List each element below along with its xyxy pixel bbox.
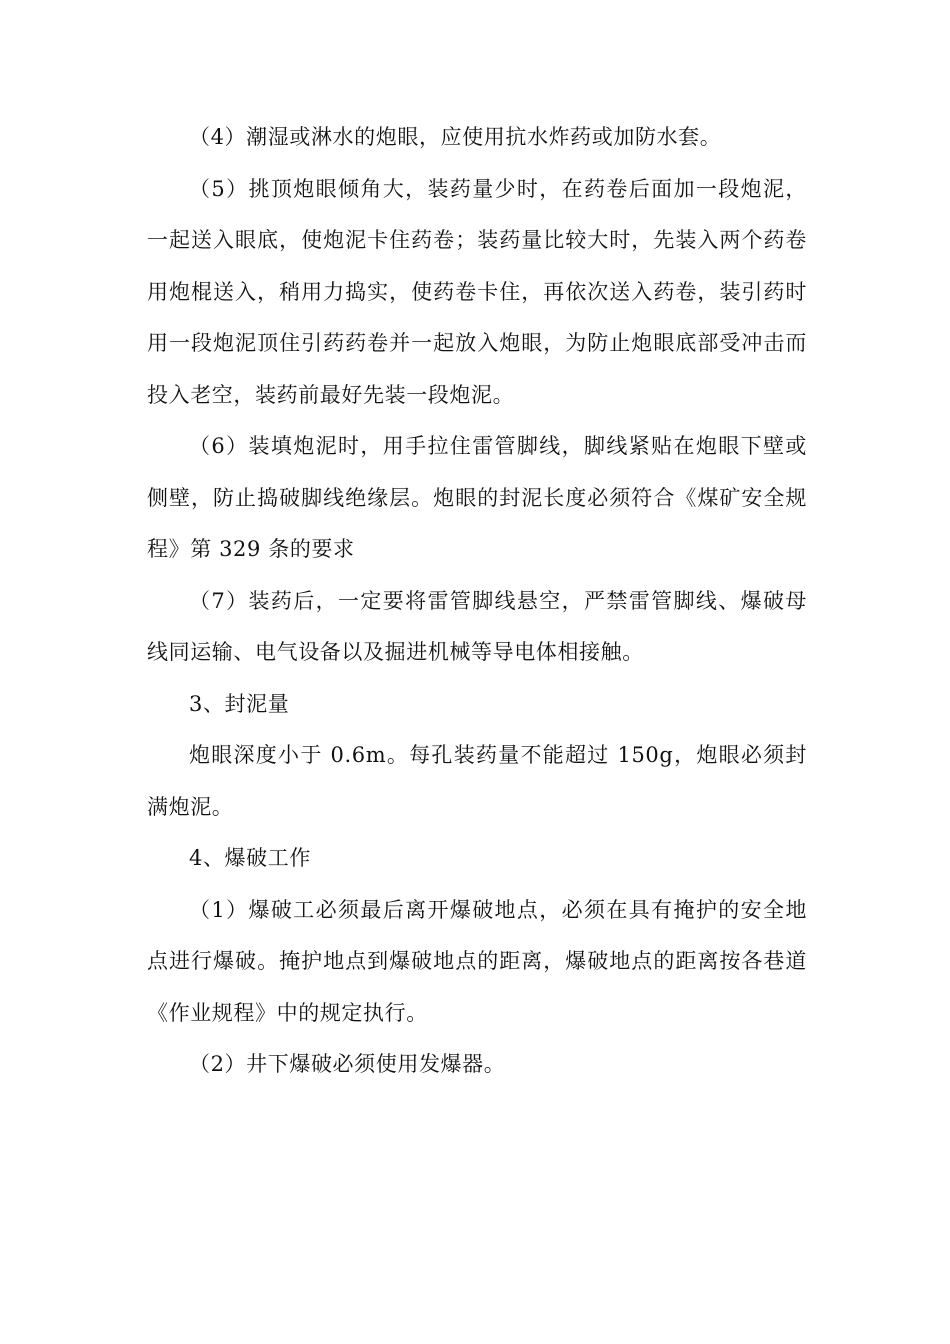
- document-body: [147, 112, 807, 1091]
- paragraph-item-7-after-charging: （7）装药后，一定要将雷管脚线悬空，严禁雷管脚线、爆破母线同运输、电气设备以及掘进机械等导电体相接触。: [147, 588, 807, 664]
- paragraph-stemming-amount: 炮眼深度小于 0.6m。每孔装药量不能超过 150g，炮眼必须封满炮泥。: [147, 743, 807, 819]
- section-heading-stemming-amount: 3、封泥量: [189, 691, 290, 716]
- section-heading-blasting-work: 4、爆破工作: [189, 846, 311, 870]
- paragraph-item-6-stemming: （6）装填炮泥时，用手拉住雷管脚线，脚线紧贴在炮眼下壁或侧壁，防止捣破脚线绝缘层。炮眼的封泥长度必须符合《煤矿安全规程》第 329 条的要求: [147, 434, 807, 561]
- paragraph-item-5-roof-holes: （5）挑顶炮眼倾角大，装药量少时，在药卷后面加一段炮泥，一起送入眼底，使炮泥卡住药卷；装药量比较大时，先装入两个药卷用炮棍送入，稍用力捣实，使药卷卡住，再依次送入药卷，装引药时用一段炮泥顶住引药药卷并一起放入炮眼，为防止炮眼底部受冲击而投入老空，装药前最好先装一段炮泥。: [147, 176, 807, 407]
- paragraph-item-4-waterproof: （4）潮湿或淋水的炮眼，应使用抗水炸药或加防水套。: [189, 125, 722, 149]
- paragraph-item-2-exploder: （2）井下爆破必须使用发爆器。: [189, 1052, 506, 1076]
- paragraph-item-1-blaster-leaves-last: （1）爆破工必须最后离开爆破地点，必须在具有掩护的安全地点进行爆破。掩护地点到爆破地点的距离，爆破地点的距离按各巷道《作业规程》中的规定执行。: [147, 897, 807, 1025]
